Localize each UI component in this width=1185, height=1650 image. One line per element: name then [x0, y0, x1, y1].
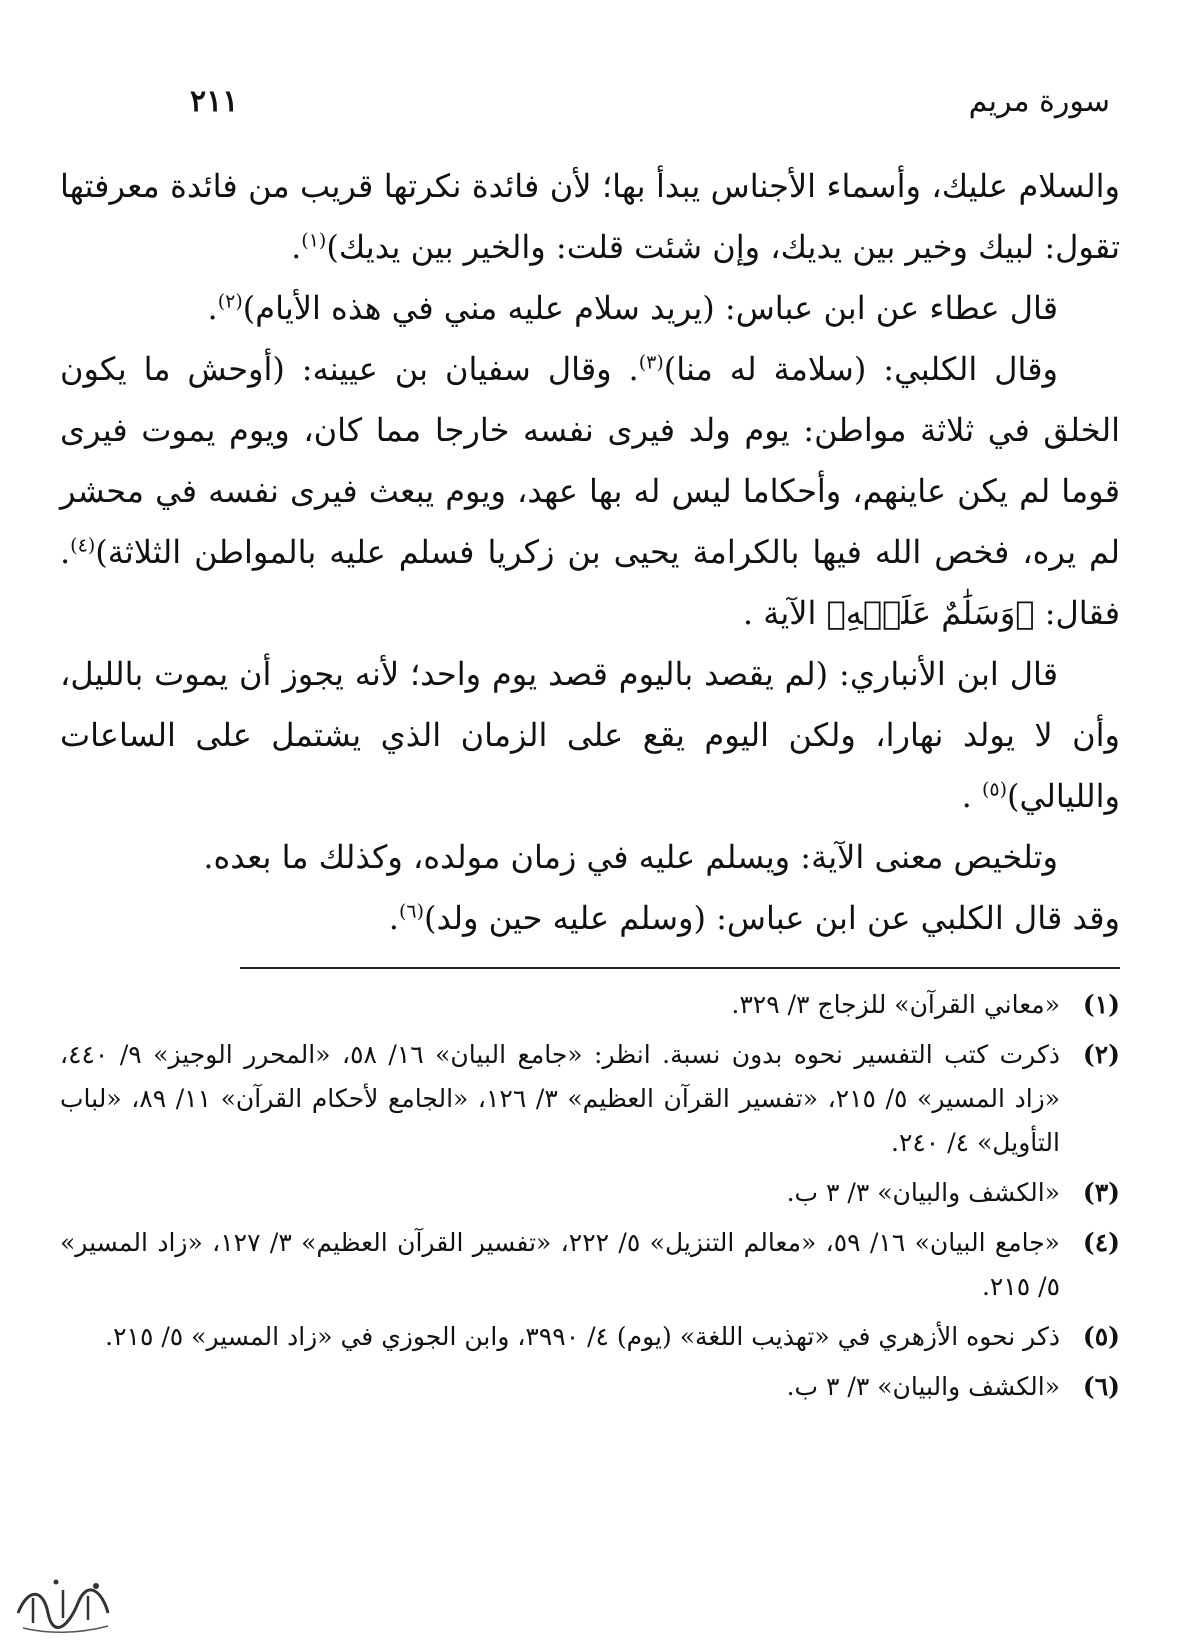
- footnote-item: [60, 1221, 1120, 1309]
- footnote-number: (٦): [1082, 1372, 1120, 1401]
- footnote-ref-4: (٤): [70, 534, 96, 557]
- paragraph-3-text-a: وقال الكلبي: (سلامة له منا): [663, 350, 1059, 388]
- page-number: ٢١١: [190, 84, 239, 119]
- footnote-item: [60, 983, 1120, 1027]
- paragraph-6-end: .: [388, 899, 399, 937]
- document-page: [60, 70, 1120, 1590]
- paragraph-5-text: وتلخيص معنى الآية: ويسلم عليه في زمان مولده، وكذلك ما بعده.: [203, 838, 1058, 876]
- footnote-separator: [240, 967, 1120, 969]
- paragraph-6-text: وقد قال الكلبي عن ابن عباس: (وسلم عليه حين ولد): [424, 899, 1120, 937]
- footnote-item: [60, 1315, 1120, 1359]
- footnote-text: «معاني القرآن» للزجاج ٣/ ٣٢٩.: [731, 990, 1060, 1019]
- footnote-item: [60, 1365, 1120, 1409]
- paragraph-2-end: .: [207, 289, 218, 327]
- footnote-number: (٥): [1082, 1322, 1120, 1351]
- paragraph-3-text-b: . وقال سفيان بن عيينه: (أوحش ما يكون الخلق في ثلاثة مواطن: يوم ولد فيرى نفسه خارجا مما كان، ويوم يموت فيرى قوما لم يكن عاينهم، وأحكاما ليس له بها عهد، ويوم يبعث فيرى نفسه في محشر لم يره، فخص الله فيها بالكرامة يحيى بن زكريا فسلم عليه بالمواطن الثلاثة): [60, 350, 1120, 571]
- paragraph-4: [60, 644, 1120, 827]
- footnote-text: ذكر نحوه الأزهري في «تهذيب اللغة» (يوم) ٤/ ٣٩٩٠، وابن الجوزي في «زاد المسير» ٥/ ٢١٥.: [105, 1322, 1060, 1351]
- footnote-text: ذكرت كتب التفسير نحوه بدون نسبة. انظر: «جامع البيان» ١٦/ ٥٨، «المحرر الوجيز» ٩/ ٤٤٠، «زاد المسير» ٥/ ٢١٥، «تفسير القرآن العظيم» ٣/ ١٢٦، «الجامع لأحكام القرآن» ١١/ ٨٩، «لباب التأويل» ٤/ ٢٤٠.: [60, 1040, 1061, 1157]
- footnote-ref-1: (١): [301, 229, 327, 252]
- page-header: [60, 70, 1120, 130]
- footnote-number: (٣): [1082, 1178, 1120, 1207]
- paragraph-1-end: .: [291, 228, 302, 266]
- footnote-ref-3: (٣): [638, 351, 664, 374]
- paragraph-3-text-c: . فقال:: [60, 533, 1120, 632]
- footnote-text: «جامع البيان» ١٦/ ٥٩، «معالم التنزيل» ٥/ ٢٢٢، «تفسير القرآن العظيم» ٣/ ١٢٧، «زاد المسير» ٥/ ٢١٥.: [60, 1228, 1060, 1301]
- paragraph-5: [60, 827, 1120, 888]
- footnote-item: [60, 1171, 1120, 1215]
- footnote-ref-5: (٥): [981, 778, 1007, 801]
- footnote-text: «الكشف والبيان» ٣/ ٣ ب.: [786, 1178, 1060, 1207]
- paragraph-6: [60, 888, 1120, 949]
- footnote-number: (٤): [1082, 1228, 1120, 1257]
- paragraph-1-text: والسلام عليك، وأسماء الأجناس يبدأ بها؛ لأن فائدة نكرتها قريب من فائدة معرفتها تقول: لبيك وخير بين يديك، وإن شئت قلت: والخير بين يديك): [60, 167, 1120, 266]
- paragraph-2: [60, 278, 1120, 339]
- publisher-logo-icon: [8, 1568, 118, 1638]
- surah-title: سورة مريم: [968, 84, 1110, 119]
- paragraph-4-text: قال ابن الأنباري: (لم يقصد باليوم قصد يوم واحد؛ لأنه يجوز أن يموت بالليل، وأن لا يولد نهارا، ولكن اليوم يقع على الزمان الذي يشتمل على الساعات والليالي): [60, 655, 1120, 815]
- footnote-number: (٢): [1082, 1040, 1120, 1069]
- footnote-item: [60, 1033, 1120, 1165]
- paragraph-2-text: قال عطاء عن ابن عباس: (يريد سلام عليه مني في هذه الأيام): [242, 289, 1058, 327]
- paragraph-1: [60, 156, 1120, 278]
- footnote-number: (١): [1082, 990, 1120, 1019]
- paragraph-4-end: .: [961, 777, 982, 815]
- footnote-ref-6: (٦): [398, 900, 424, 923]
- quran-quote: ﴿وَسَلَٰمٌ عَلَيۡهِ﴾: [826, 594, 1035, 632]
- footnote-text: «الكشف والبيان» ٣/ ٣ ب.: [786, 1372, 1060, 1401]
- paragraph-3: [60, 339, 1120, 644]
- footnotes: [60, 983, 1120, 1409]
- paragraph-3-text-d: الآية .: [742, 594, 827, 632]
- main-text: [60, 156, 1120, 949]
- footnote-ref-2: (٢): [217, 290, 243, 313]
